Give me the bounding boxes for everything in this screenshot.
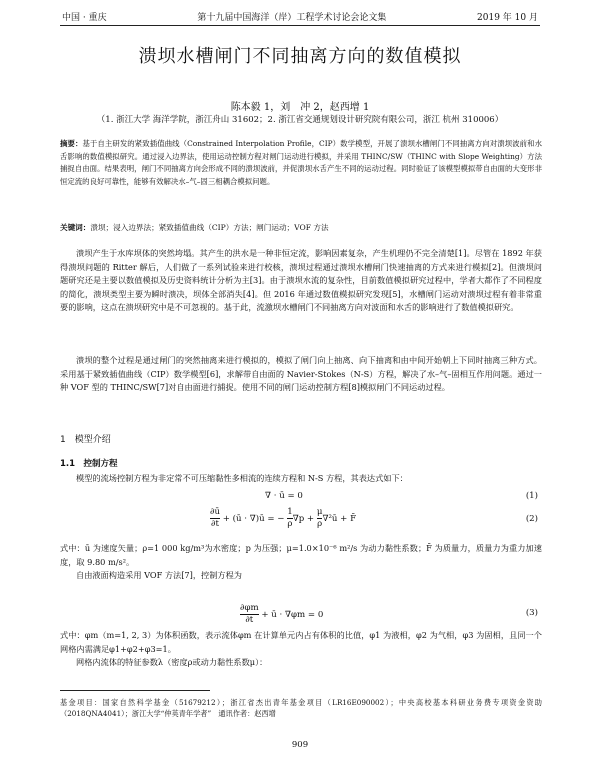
eq2-frac-lhs — [210, 507, 220, 530]
eq2-lhs-den: ∂t — [211, 519, 219, 529]
eq2-f2-den: ρ — [317, 519, 323, 529]
paper-title: 溃坝水槽闸门不同抽离方向的数值模拟 — [138, 46, 462, 67]
phase-definitions: 式中：φm（m=1, 2, 3）为体积函数，表示流体φm 在计算单元内占有体积的比值，φ1 为液相，φ2 为气相，φ3 为固相，且同一个网格内需满足φ1+φ2+φ3=1。 — [60, 630, 542, 654]
equation-1: ∇ · ū = 0 — [265, 491, 303, 501]
header-divider — [60, 25, 540, 26]
equation-3-number: (3) — [525, 608, 538, 618]
authors: 陈本毅 1，刘 冲 2，赵西增 1 — [230, 102, 370, 113]
equation-2-number: (2) — [525, 514, 538, 524]
eq2-mid: + (ū · ∇)ū = − — [219, 514, 288, 524]
header-proceedings: 第十九届中国海洋（岸）工程学术讨论会论文集 — [197, 12, 387, 23]
intro-paragraph-2: 溃坝的整个过程是通过闸门的突然抽离来进行模拟的，模拟了闸门向上抽离、向下抽离和由中间开始朝上下同时抽离三种方式。采用基于紧致插值曲线（CIP）数学模型[6]，求解带自由面的 Navier-Stokes（N-S）方程，解决了水–气–固相互作用问题。通过一种 VOF 型的 THINC/SW[7]对自由面进行捕捉。使用不同的闸门运动控制方程[8]模拟闸门不同运动过程。 — [60, 355, 542, 393]
eq3-den: ∂t — [245, 615, 254, 625]
header-location: 中国 · 重庆 — [62, 12, 107, 23]
eq2-f1-den: ρ — [287, 519, 293, 529]
abstract-label: 摘要： — [60, 139, 83, 148]
keywords — [60, 221, 542, 235]
eq2-f2-num: μ — [316, 507, 323, 517]
eq2-lhs-num: ∂ū — [210, 507, 220, 517]
equation-intro: 模型的流场控制方程为非定常不可压缩黏性多相流的连续方程和 N-S 方程，其表达式如下： — [76, 473, 408, 483]
eq2-tail: ∇²ū + F̄ — [322, 514, 357, 524]
var-def-text: 式中：ū 为速度矢量；ρ=1 000 kg/m³为水密度；p 为压强；μ=1.0×10⁻⁶ m²/s 为动力黏性系数；F̄ 为质量力，质量力为重力加速度，取 9.80 m/s²。 — [60, 543, 542, 567]
abstract — [60, 138, 542, 188]
keywords-text: 溃坝；浸入边界法；紧致插值曲线（CIP）方法；闸门运动；VOF 方法 — [90, 223, 329, 232]
keywords-label: 关键词： — [60, 223, 91, 232]
affiliation: （1. 浙江大学 海洋学院，浙江舟山 31602；2. 浙江省交通规划设计研究院有限公司，浙江 杭州 310006） — [96, 115, 504, 125]
eq3-frac — [240, 603, 259, 626]
intro-paragraph-1: 溃坝产生于水库坝体的突然垮塌。其产生的洪水是一种非恒定流，影响因素复杂，产生机理仍不完全清楚[1]。尽管在 1892 年获得溃坝问题的 Ritter 解后，人们做了一系列试验来进行校核，溃坝过程通过溃坝水槽闸门快速抽离的方式来进行模拟[2]。但溃坝问题研究还是主要以数值模拟及历史资料统计分析为主[3]。由于溃坝水流的复杂性，目前数值模拟研究过程中，学者大都作了不同程度的简化，溃坝类型主要为瞬时溃决，坝体全部消失[4]。但 2016 年通过数值模拟研究发现[5]，水槽闸门运动对溃坝过程有着非常重要的影响，这点在溃坝研究中是不可忽视的。基于此，流激坝水槽闸门不同抽离方向对波面和水舌的影响进行了数值模拟研究。 — [60, 248, 542, 313]
eq3-num: ∂φm — [240, 603, 259, 613]
section-heading-1-1: 1.1 控制方程 — [60, 459, 118, 469]
fluid-parameter-intro: 网格内流体的特征参数λ（密度ρ或动力黏性系数μ）： — [76, 657, 268, 667]
equation-3 — [240, 603, 560, 626]
funding-footnote: 基金项目：国家自然科学基金（51679212）；浙江省杰出青年基金项目（LR16E090002）；中央高校基本科研业务费专项资金资助（2018QNA4041）；浙江大学“仲英青年学者” 通讯作者：赵西增 — [60, 698, 542, 718]
eq3-tail: + ū · ∇φm = 0 — [258, 610, 324, 620]
footnote-divider — [60, 690, 210, 691]
vof-intro: 自由液面构造采用 VOF 方法[7]，控制方程为 — [76, 570, 242, 581]
eq2-f1-num: 1 — [287, 507, 293, 517]
running-header — [62, 9, 538, 23]
variable-definitions — [60, 542, 542, 583]
page-number: 909 — [291, 740, 309, 750]
equation-2 — [210, 507, 530, 530]
eq2-mid2: ∇p + — [292, 514, 317, 524]
abstract-text: 基于自主研发的紧致插值曲线（Constrained Interpolation Profile，CIP）数学模型，开展了溃坝水槽闸门不同抽离方向对溃坝波前和水舌影响的数值模拟研究。通过浸入边界法，使用运动控制方程对闸门运动进行模拟，并采用 THINC/SW（THINC with Slope Weighting）方法捕捉自由面。结果表明，闸门不同抽离方向会形成不同的溃坝波前，并促溃坝水舌产生不同的运动过程。同时验证了该模型模拟带自由面的大变形非恒定流的良好可靠性，能够有效解决水–气–固三相耦合模拟问题。 — [60, 139, 542, 186]
equation-1-number: (1) — [525, 491, 538, 501]
section-heading-1: 1 模型介绍 — [60, 435, 111, 445]
header-date: 2019 年 10 月 — [477, 12, 538, 23]
